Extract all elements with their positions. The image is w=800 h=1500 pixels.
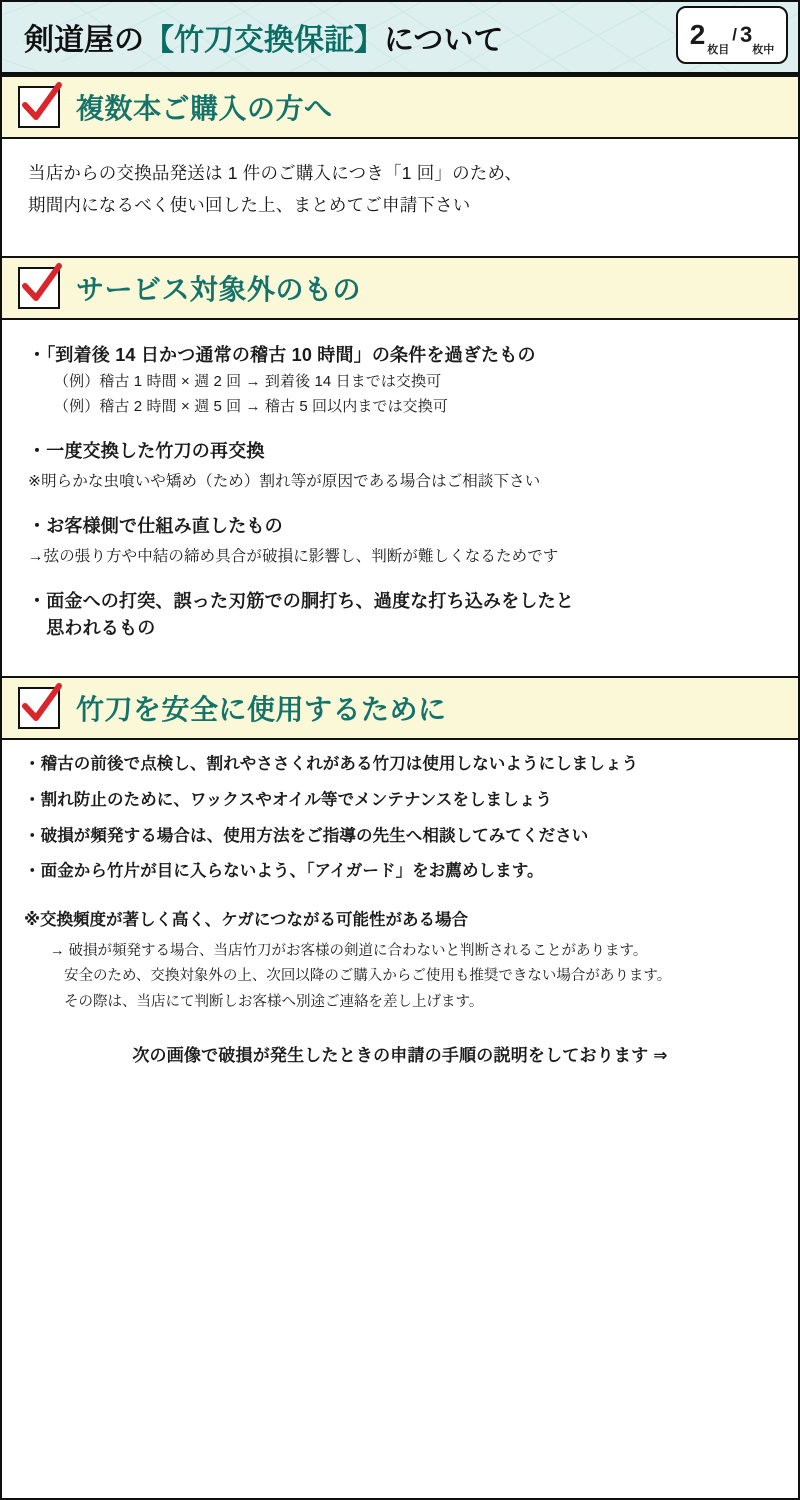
warning-title: ※交換頻度が著しく高く、ケガにつながる可能性がある場合: [24, 910, 469, 929]
out-of-service-note-3: →弦の張り方や中結の締め具合が破損に影響し、判断が難しくなるためです: [28, 548, 559, 566]
section-body-multi-purchase: [2, 139, 798, 234]
page-current-unit: 枚目: [707, 44, 730, 56]
safety-tip-2: ・割れ防止のために、ワックスやオイル等でメンテナンスをしましょう: [24, 791, 553, 809]
out-of-service-example-1: （例）稽古 1 時間 × 週 2 回 → 到着後 14 日までは交換可: [54, 372, 442, 390]
section-body-out-of-service: [2, 320, 798, 655]
out-of-service-note-2: ※明らかな虫喰いや矯め（ため）割れ等が原因である場合はご相談下さい: [28, 472, 541, 490]
warning-line-1: → 破損が頻発する場合、当店竹刀がお客様の剣道に合わないと判断されることがあります。: [50, 943, 648, 960]
section-title-safe-use: 竹刀を安全に使用するために: [76, 694, 447, 726]
page-total: 3: [740, 22, 753, 47]
footer-next-image-note: 次の画像で破損が発生したときの申請の手順の説明をしております ⇒: [132, 1046, 668, 1066]
safety-tip-3: ・破損が頻発する場合は、使用方法をご指導の先生へ相談してみてください: [24, 826, 589, 845]
checkmark-icon: [18, 687, 60, 729]
out-of-service-bullet-4-line2: 思われるもの: [28, 618, 156, 639]
section-banner-safe-use: [2, 676, 798, 740]
page-title: [24, 15, 503, 59]
out-of-service-example-2: （例）稽古 2 時間 × 週 5 回 → 稽古 5 回以内までは交換可: [54, 398, 448, 416]
checkmark-icon: [18, 86, 60, 128]
page-current: 2: [689, 19, 706, 50]
out-of-service-bullet-4: ・面金への打突、誤った刃筋での胴打ち、過度な打ち込みをしたと: [28, 591, 574, 612]
safety-tip-list: [2, 740, 798, 900]
page-separator: /: [732, 25, 738, 44]
lead-line-2: 期間内になるべく使い回した上、まとめてご申請下さい: [28, 195, 471, 216]
page-counter-badge: [676, 6, 788, 64]
out-of-service-bullet-2: ・一度交換した竹刀の再交換: [28, 440, 265, 461]
checkmark-icon: [18, 267, 60, 309]
warning-line-3: その際は、当店にて判断しお客様へ別途ご連絡を差し上げます。: [64, 993, 484, 1010]
lead-line-1: 当店からの交換品発送は 1 件のご購入につき「1 回」のため、: [28, 163, 523, 183]
page-total-unit: 枚中: [752, 44, 775, 56]
warning-line-2: 安全のため、交換対象外の上、次回以降のご購入からご使用も推奨できない場合があります。: [64, 968, 672, 985]
section-title-multi-purchase: 複数本ご購入の方へ: [76, 93, 333, 124]
safety-tip-4: ・面金から竹片が目に入らないよう、「アイガード」をお薦めします。: [24, 862, 544, 881]
page-title-prefix: 剣道屋の: [24, 24, 144, 57]
out-of-service-bullet-3: ・お客様側で仕組み直したもの: [28, 516, 283, 537]
page-title-suffix: について: [384, 24, 504, 57]
section-banner-out-of-service: [2, 256, 798, 320]
out-of-service-bullet-1: ・「到着後 14 日かつ通常の稽古 10 時間」の条件を過ぎたもの: [28, 344, 536, 365]
page-header: [2, 2, 798, 75]
warning-block: [2, 901, 798, 1024]
page-title-highlight: 【竹刀交換保証】: [144, 24, 384, 57]
safety-tip-1: ・稽古の前後で点検し、割れやささくれがある竹刀は使用しないようにしましょう: [24, 755, 639, 774]
section-banner-multi-purchase: [2, 75, 798, 139]
section-title-out-of-service: サービス対象外のもの: [76, 273, 362, 305]
